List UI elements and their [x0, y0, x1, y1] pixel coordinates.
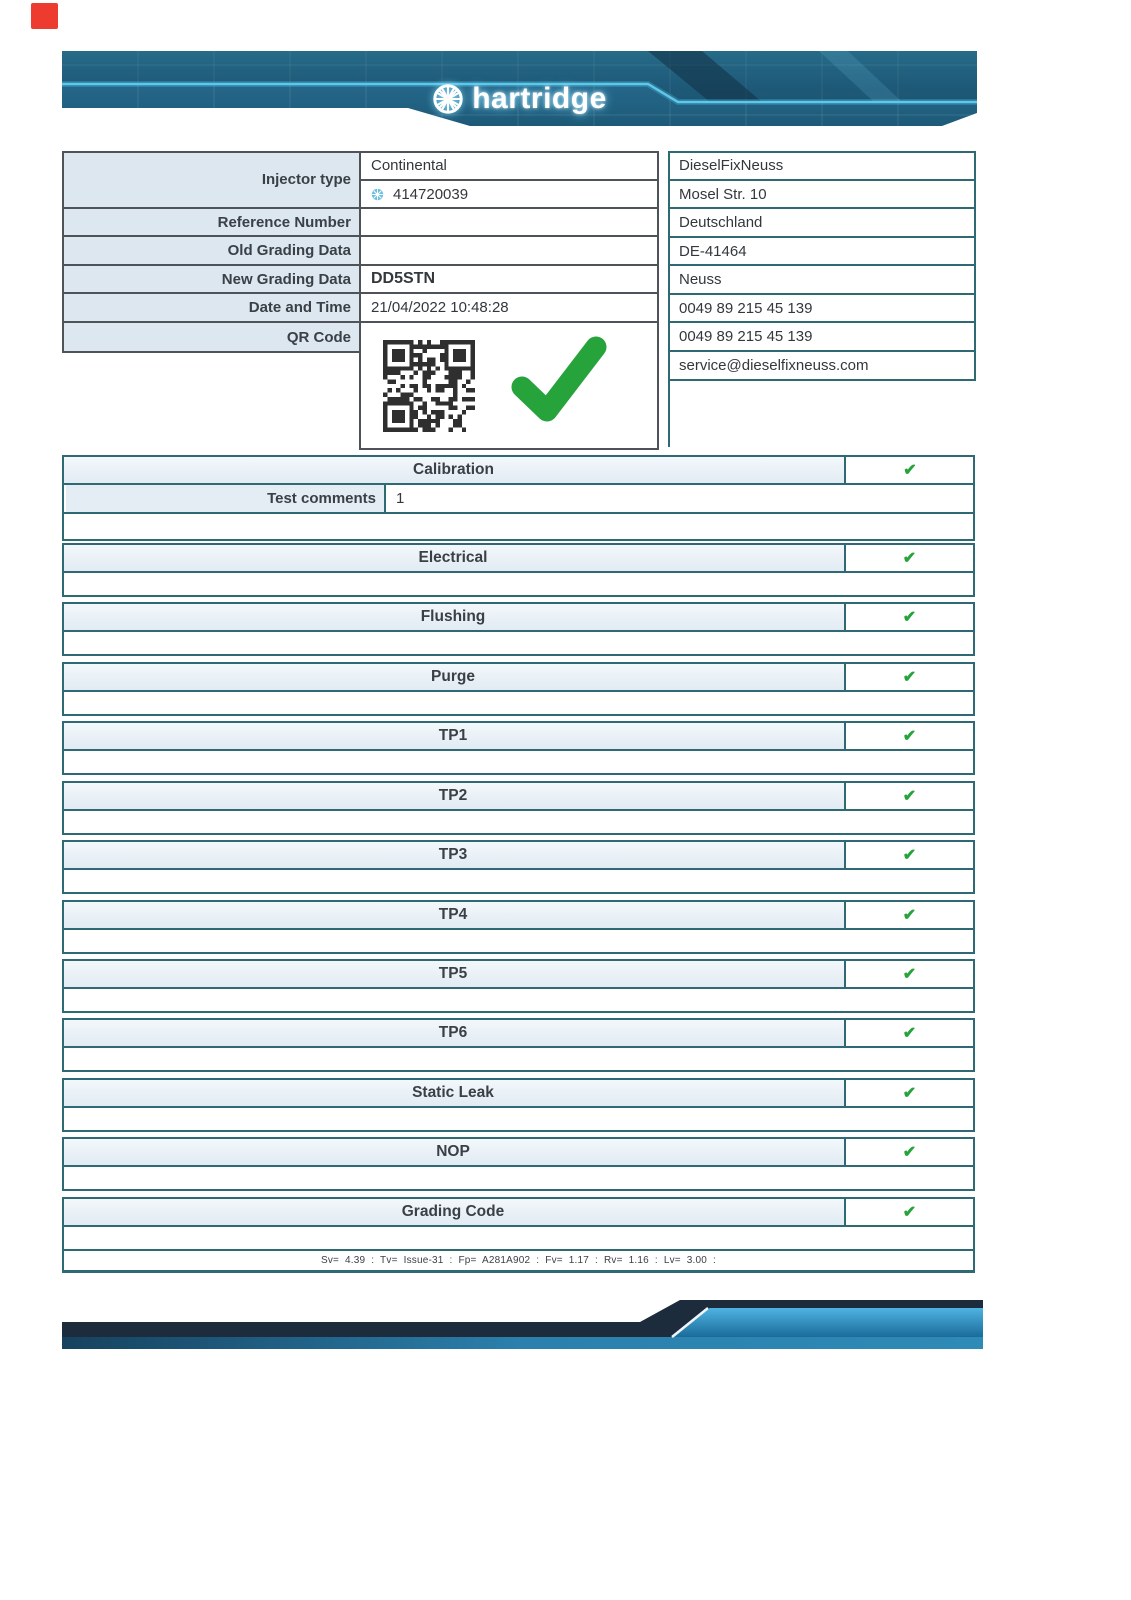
reference-number-label: Reference Number [62, 208, 360, 236]
qr-code-label: QR Code [62, 322, 360, 352]
datetime-value: 21/04/2022 10:48:28 [360, 293, 659, 322]
section-spacer-row [63, 1107, 974, 1130]
section-spacer-row [63, 810, 974, 833]
wheel-bullet-icon [371, 188, 384, 201]
brand-wordmark: hartridge [472, 82, 607, 115]
pass-checkmark-icon [508, 333, 608, 429]
section-spacer-row [63, 631, 974, 654]
section-spacer-row [63, 929, 974, 952]
workshop-fax: 0049 89 215 45 139 [668, 322, 976, 351]
section-status-check: ✔ [845, 544, 974, 571]
section-spacer-row [63, 869, 974, 892]
section-label: Electrical [62, 544, 844, 571]
test-comments-label: Test comments [66, 484, 385, 513]
qr-code [383, 340, 475, 432]
red-corner-mark [31, 3, 58, 29]
section-spacer-row [63, 1226, 974, 1249]
workshop-street: Mosel Str. 10 [668, 180, 976, 208]
section-status-check: ✔ [845, 782, 974, 809]
brand-logo [62, 82, 977, 116]
section-label: TP3 [62, 841, 844, 868]
new-grading-label: New Grading Data [62, 265, 360, 293]
section-status-check: ✔ [845, 603, 974, 630]
test-section-block [62, 781, 975, 834]
section-status-check: ✔ [845, 901, 974, 928]
section-status-check: ✔ [845, 1198, 974, 1225]
section-label: TP5 [62, 960, 844, 987]
workshop-country: Deutschland [668, 208, 976, 237]
footer-banner [62, 1297, 983, 1351]
section-spacer-row [63, 691, 974, 714]
old-grading-value [360, 236, 659, 265]
test-section-block [62, 721, 975, 774]
injector-serial: 414720039 [393, 185, 469, 203]
test-section-block [62, 1078, 975, 1131]
workshop-postcode: DE-41464 [668, 237, 976, 265]
section-status-check: ✔ [845, 722, 974, 749]
section-label: NOP [62, 1138, 844, 1165]
section-label: Grading Code [62, 1198, 844, 1225]
old-grading-label: Old Grading Data [62, 236, 360, 265]
workshop-phone: 0049 89 215 45 139 [668, 294, 976, 322]
section-label: Flushing [62, 603, 844, 630]
test-section-block [62, 543, 975, 596]
workshop-name: DieselFixNeuss [668, 151, 976, 180]
reference-number-value [360, 208, 659, 236]
new-grading-value: DD5STN [360, 265, 659, 293]
calibration-header: Calibration [62, 456, 845, 484]
section-label: TP4 [62, 901, 844, 928]
section-status-check: ✔ [845, 663, 974, 690]
test-section-block [62, 1137, 975, 1190]
datetime-label: Date and Time [62, 293, 360, 322]
injector-type-value: Continental [360, 151, 659, 180]
version-fine-print: Sv= 4.39 : Tv= Issue-31 : Fp= A281A902 : Fv= 1.17 : Rv= 1.16 : Lv= 3.00 : [62, 1250, 975, 1271]
section-label: TP6 [62, 1019, 844, 1046]
test-section-block [62, 1197, 975, 1250]
section-label: TP1 [62, 722, 844, 749]
test-section-block [62, 840, 975, 893]
test-section-block [62, 662, 975, 715]
section-label: Purge [62, 663, 844, 690]
section-spacer-row [63, 988, 974, 1011]
section-status-check: ✔ [845, 1079, 974, 1106]
section-label: TP2 [62, 782, 844, 809]
test-section-block [62, 900, 975, 953]
section-status-check: ✔ [845, 1138, 974, 1165]
injector-serial-row [360, 180, 659, 208]
section-status-check: ✔ [845, 841, 974, 868]
section-label: Static Leak [62, 1079, 844, 1106]
test-section-block [62, 959, 975, 1012]
test-section-block [62, 602, 975, 655]
section-spacer-row [63, 1166, 974, 1189]
section-spacer-row [63, 1047, 974, 1070]
wheel-icon [432, 83, 464, 115]
section-status-check: ✔ [845, 1019, 974, 1046]
test-section-block [62, 1018, 975, 1071]
injector-type-label: Injector type [62, 151, 360, 208]
section-spacer-row [63, 750, 974, 773]
section-spacer-row [63, 572, 974, 595]
workshop-email: service@dieselfixneuss.com [668, 351, 976, 380]
calibration-status-check: ✔ [845, 456, 975, 484]
test-comments-value: 1 [385, 484, 975, 513]
workshop-city: Neuss [668, 265, 976, 294]
section-status-check: ✔ [845, 960, 974, 987]
